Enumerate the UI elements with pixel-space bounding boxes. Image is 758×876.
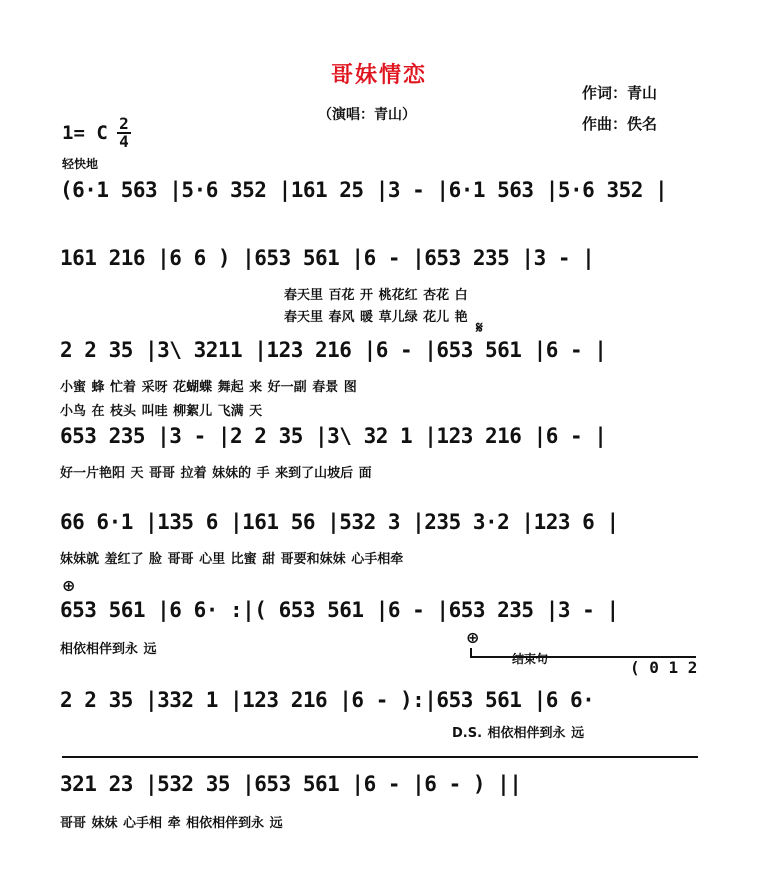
lyric-line-7: D.S. 相依相伴到永 远 [452,726,585,741]
notation-line-1: (6·1 563 |5·6 352 |161 25 |3 - |6·1 563 |5·6 352 | [60,178,668,202]
notation-line-4: 653 235 |3 - |2 2 35 |3\ 32 1 |123 216 |6 - | [60,424,607,448]
lyric-line-2-verse-1: 春天里 百花 开 桃花红 杏花 白 [284,288,468,303]
notation-line-8: 321 23 |532 35 |653 561 |6 - |6 - ) || [60,772,522,796]
lyric-line-3-verse-2: 小鸟 在 枝头 叫哇 柳絮儿 飞满 天 [60,404,263,419]
composer-credit: 作曲：佚名 [582,115,658,133]
lyric-line-8: 哥哥 妹妹 心手相 牵 相依相伴到永 远 [60,816,283,831]
notation-line-6: 653 561 |6 6· :|( 653 561 |6 - |653 235 |3 - | [60,598,619,622]
coda-icon: ⊕ [62,576,76,595]
segno-icon: 𝄋 [476,318,483,337]
coda-icon-ending: ⊕ [466,628,480,647]
notation-line-3: 2 2 35 |3\ 3211 |123 216 |6 - |653 561 |6 - | [60,338,607,362]
tempo-marking: 轻快地 [62,157,99,171]
singer-credit: （演唱：青山） [318,107,416,123]
lyric-line-3-verse-1: 小蜜 蜂 忙着 采呀 花蝴蝶 舞起 来 好一副 春景 图 [60,380,357,395]
lyricist-credit: 作词：青山 [582,84,658,102]
time-signature-bottom: 4 [119,132,129,151]
ending-continuation-line [62,756,698,758]
ending-label: 结束句 [512,652,549,666]
ending-bracket-hook [470,648,472,658]
time-signature-top: 2 [119,114,129,133]
key-signature: 1= C [62,122,108,144]
notation-line-7: 2 2 35 |332 1 |123 216 |6 - ):|653 561 |6 6· [60,688,595,712]
notation-line-2: 161 216 |6 6 ) |653 561 |6 - |653 235 |3 - | [60,246,595,270]
lyric-line-2-verse-2: 春天里 春风 暖 草儿绿 花儿 艳 [284,310,468,325]
notation-line-5: 66 6·1 |135 6 |161 56 |532 3 |235 3·2 |123 6 | [60,510,619,534]
lyric-line-4: 好一片艳阳 天 哥哥 拉着 妹妹的 手 来到了山坡后 面 [60,466,372,481]
lyric-line-6: 相依相伴到永 远 [60,642,157,657]
pickup-notes: ( 0 1 2 [630,658,698,677]
time-signature [117,116,131,150]
song-title: 哥妹情恋 [330,63,427,88]
lyric-line-5: 妹妹就 羞红了 脸 哥哥 心里 比蜜 甜 哥要和妹妹 心手相牵 [60,552,404,567]
